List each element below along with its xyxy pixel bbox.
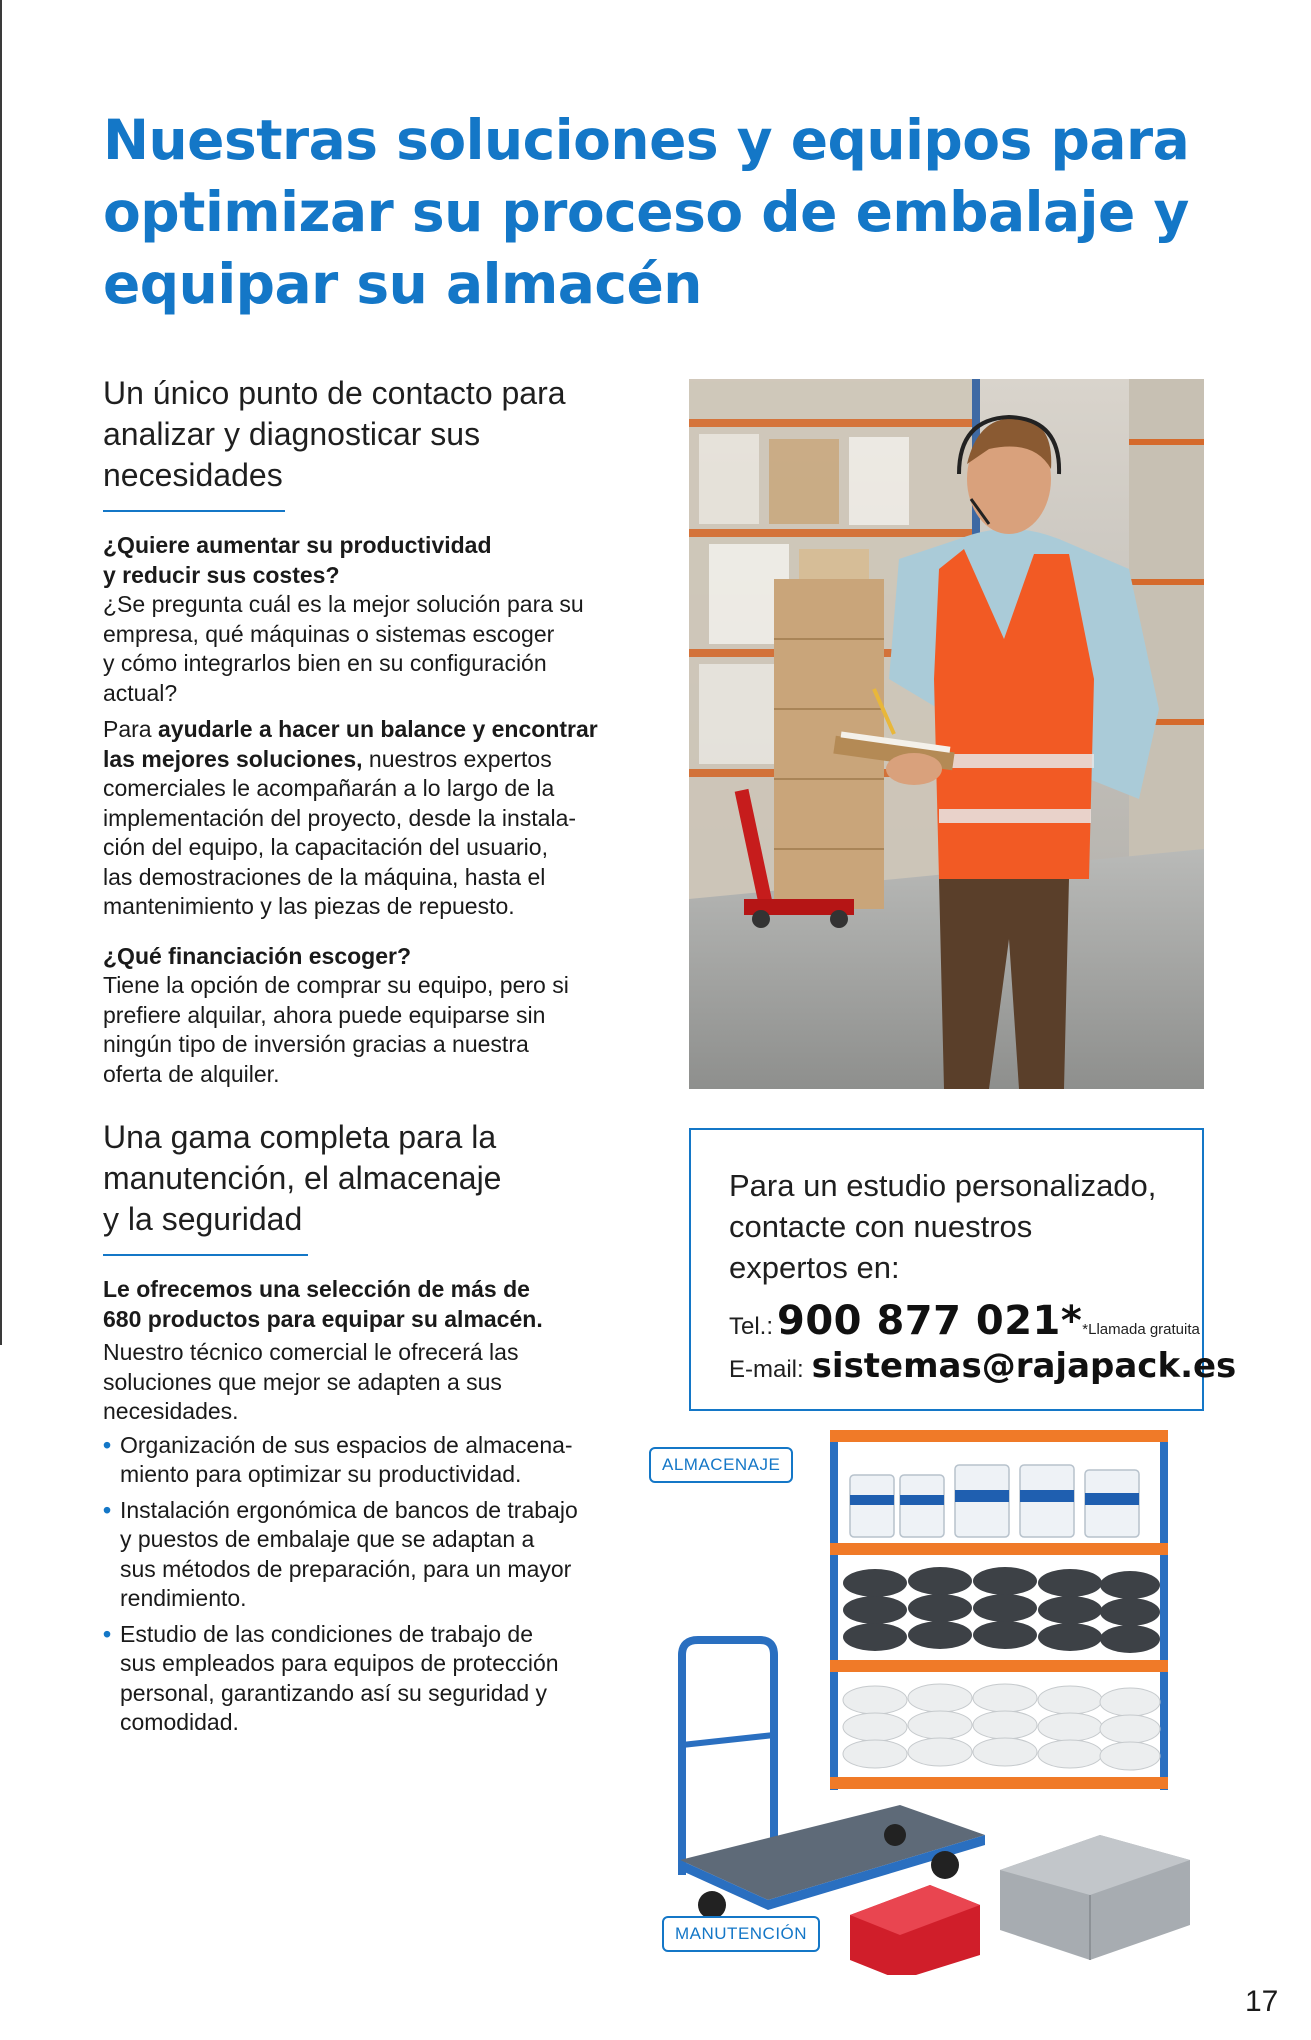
list-item-line: Organización de sus espacios de almacena- bbox=[120, 1431, 573, 1458]
paragraph-line bbox=[103, 745, 643, 775]
paragraph-line: Tiene la opción de comprar su equipo, pero si bbox=[103, 972, 569, 998]
title-line: optimizar su proceso de embalaje y bbox=[103, 180, 1189, 244]
products-illustration bbox=[650, 1415, 1210, 1975]
selection-intro bbox=[103, 1275, 643, 1334]
paragraph-line: empresa, qué máquinas o sistemas escoger bbox=[103, 620, 555, 647]
list-item bbox=[103, 1431, 643, 1490]
phone-label: Tel.: bbox=[729, 1313, 774, 1340]
contact-heading-line: expertos en: bbox=[729, 1250, 900, 1285]
contact-heading-line: contacte con nuestros bbox=[729, 1209, 1033, 1244]
email-link[interactable]: sistemas@rajapack.es bbox=[811, 1346, 1237, 1386]
phone-number-link[interactable]: 900 877 021* bbox=[777, 1298, 1083, 1344]
paragraph-line: comerciales le acompañarán a lo largo de la bbox=[103, 775, 555, 801]
section-divider bbox=[103, 510, 285, 512]
contact-heading bbox=[729, 1165, 1182, 1288]
page-title bbox=[103, 104, 1203, 320]
heading-line: Una gama completa para la bbox=[103, 1119, 497, 1155]
list-item bbox=[103, 1496, 643, 1614]
list-item-line: sus empleados para equipos de protección bbox=[120, 1650, 559, 1676]
selection-text bbox=[103, 1338, 643, 1427]
section-full-range bbox=[103, 1117, 643, 1744]
warehouse-worker-illustration bbox=[689, 379, 1204, 1089]
question-heading: y reducir sus costes? bbox=[103, 561, 340, 588]
paragraph-line: ción del equipo, la capacitación del usuario, bbox=[103, 834, 548, 860]
text-run: Para bbox=[103, 716, 158, 742]
heading-line: Un único punto de contacto para bbox=[103, 375, 566, 411]
bullet-icon: • bbox=[103, 1620, 112, 1647]
paragraph-line: Nuestro técnico comercial le ofrecerá las bbox=[103, 1339, 519, 1365]
heading-line: analizar y diagnosticar sus bbox=[103, 416, 481, 452]
title-line: Nuestras soluciones y equipos para bbox=[103, 108, 1190, 172]
text-run: ayudarle a hacer un balance y encontrar bbox=[157, 716, 598, 742]
question-heading: ¿Qué financiación escoger? bbox=[103, 942, 412, 969]
paragraph-line: las demostraciones de la máquina, hasta el bbox=[103, 863, 546, 890]
free-call-note: *Llamada gratuita bbox=[1082, 1321, 1200, 1338]
tag-storage: ALMACENAJE bbox=[649, 1447, 793, 1483]
list-item-line: personal, garantizando así su seguridad y bbox=[120, 1679, 548, 1706]
section-heading bbox=[103, 373, 643, 496]
heading-line: manutención, el almacenaje bbox=[103, 1160, 502, 1196]
bullet-icon: • bbox=[103, 1431, 112, 1458]
list-item-line: comodidad. bbox=[120, 1709, 239, 1735]
text-run: las mejores soluciones, bbox=[103, 745, 363, 772]
services-list bbox=[103, 1431, 643, 1738]
paragraph-line: oferta de alquiler. bbox=[103, 1060, 280, 1087]
bold-line: Le ofrecemos una selección de más de bbox=[103, 1276, 530, 1302]
section-contact-point bbox=[103, 373, 643, 1089]
list-item bbox=[103, 1620, 643, 1738]
contact-heading-line: Para un estudio personalizado, bbox=[729, 1168, 1157, 1203]
paragraph-line: ningún tipo de inversión gracias a nuestra bbox=[103, 1031, 529, 1057]
contact-box bbox=[689, 1128, 1237, 1411]
list-item-line: sus métodos de preparación, para un mayor bbox=[120, 1555, 572, 1582]
tag-handling: MANUTENCIÓN bbox=[662, 1916, 820, 1952]
paragraph-line bbox=[103, 715, 643, 745]
question-heading: ¿Quiere aumentar su productividad bbox=[103, 532, 492, 558]
list-item-line: miento para optimizar su productividad. bbox=[120, 1461, 522, 1487]
paragraph-line: mantenimiento y las piezas de repuesto. bbox=[103, 893, 515, 919]
warehouse-worker-photo bbox=[689, 379, 1204, 1089]
list-item-line: Estudio de las condiciones de trabajo de bbox=[120, 1620, 534, 1647]
phone-line bbox=[729, 1298, 1200, 1344]
section-divider bbox=[103, 1254, 308, 1256]
financing-block bbox=[103, 942, 643, 1090]
bold-line: 680 productos para equipar su almacén. bbox=[103, 1305, 543, 1332]
warehouse-products-illustration bbox=[650, 1415, 1210, 1975]
paragraph-line: prefiere alquilar, ahora puede equiparse sin bbox=[103, 1001, 546, 1028]
list-item-line: rendimiento. bbox=[120, 1585, 247, 1611]
paragraph-line: implementación del proyecto, desde la instala- bbox=[103, 804, 577, 831]
title-line: equipar su almacén bbox=[103, 252, 702, 316]
heading-line: necesidades bbox=[103, 457, 283, 493]
paragraph-line: actual? bbox=[103, 679, 178, 706]
paragraph-line: soluciones que mejor se adapten a sus bbox=[103, 1368, 502, 1395]
email-line bbox=[729, 1346, 1237, 1386]
paragraph-line: ¿Se pregunta cuál es la mejor solución para su bbox=[103, 591, 584, 617]
paragraph-line: y cómo integrarlos bien en su configuración bbox=[103, 650, 547, 676]
email-label: E-mail: bbox=[729, 1356, 804, 1383]
heading-line: y la seguridad bbox=[103, 1201, 303, 1237]
productivity-block bbox=[103, 531, 643, 708]
text-run: nuestros expertos bbox=[362, 745, 552, 772]
page-edge-rule bbox=[0, 0, 2, 1345]
bullet-icon: • bbox=[103, 1496, 112, 1523]
list-item-line: y puestos de embalaje que se adaptan a bbox=[120, 1526, 535, 1552]
paragraph-line: necesidades. bbox=[103, 1398, 239, 1424]
experts-paragraph bbox=[103, 715, 643, 922]
list-item-line: Instalación ergonómica de bancos de trabajo bbox=[120, 1496, 578, 1523]
section-heading bbox=[103, 1117, 643, 1240]
page-number: 17 bbox=[1245, 1985, 1279, 2018]
